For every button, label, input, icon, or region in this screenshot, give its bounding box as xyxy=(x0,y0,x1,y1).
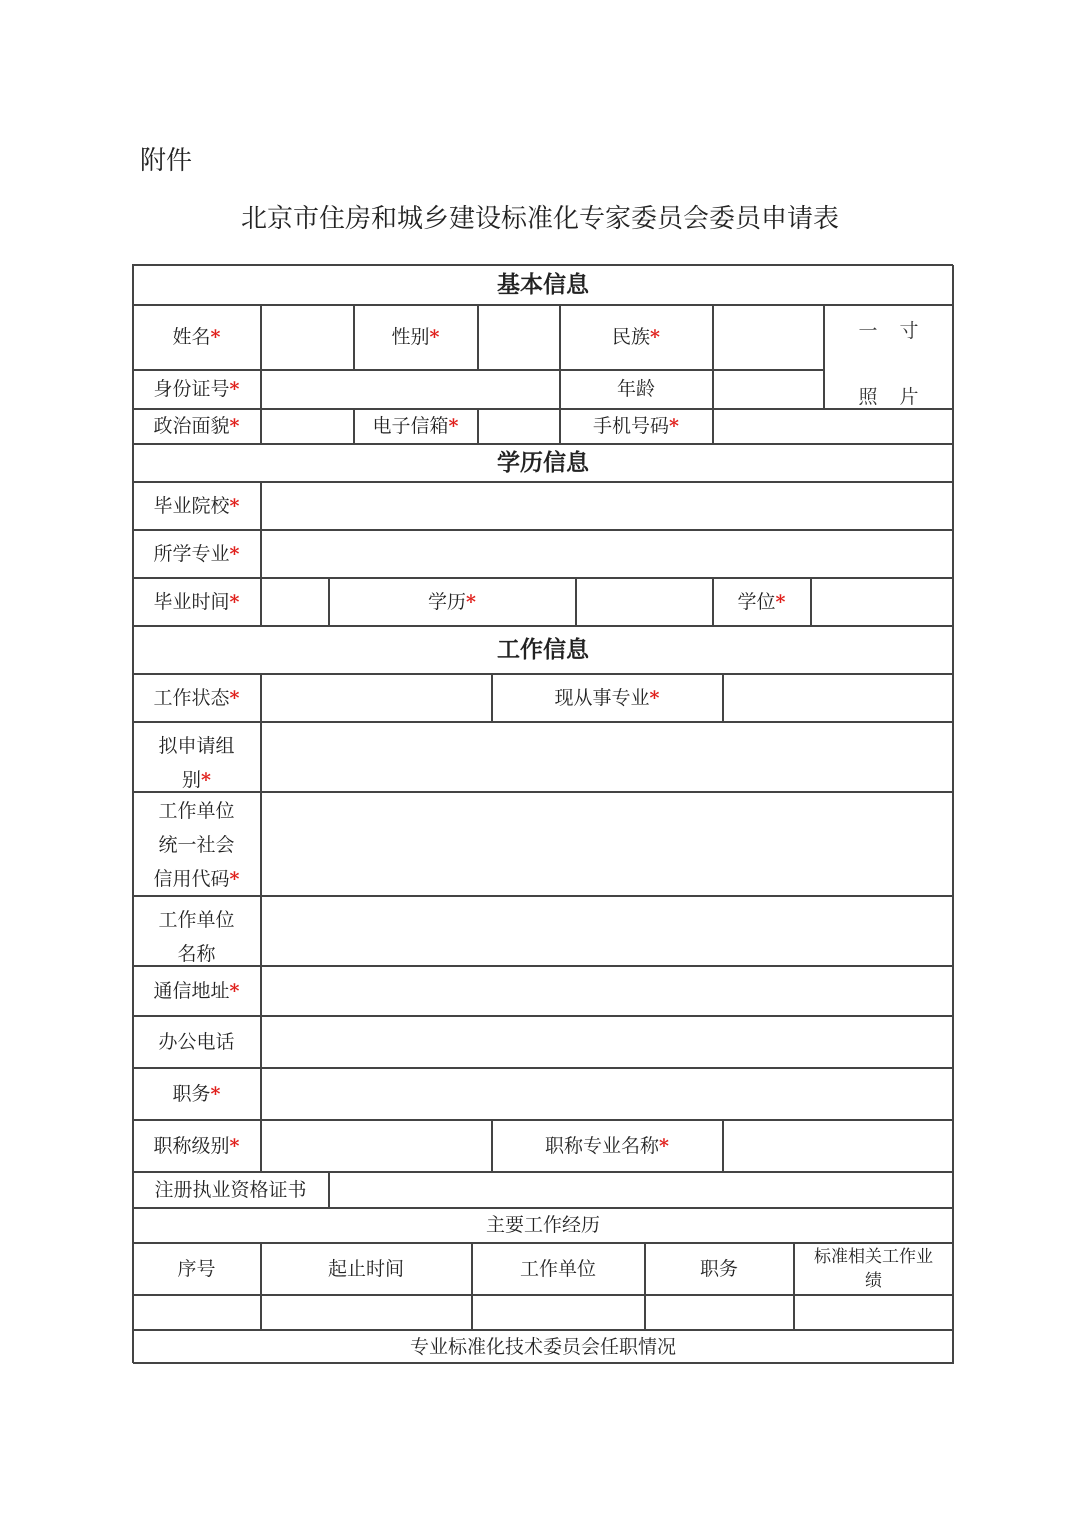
field-name[interactable] xyxy=(261,305,354,370)
field-degree-level[interactable] xyxy=(576,578,713,626)
section-work-info xyxy=(133,626,954,674)
col-header-achievements: 标准相关工作业 绩 xyxy=(794,1243,954,1295)
field-title-field[interactable] xyxy=(723,1120,954,1172)
label-position: 职务 * xyxy=(133,1068,261,1120)
field-position[interactable] xyxy=(261,1068,954,1120)
label-age: 年龄 xyxy=(560,370,713,409)
section-education-info xyxy=(133,444,954,482)
section-committee-positions-label: 专业标准化技术委员会任职情况 xyxy=(409,1335,676,1358)
label-office-phone: 办公电话 xyxy=(133,1016,261,1068)
field-email[interactable] xyxy=(478,409,560,444)
field-certificate[interactable] xyxy=(329,1172,954,1208)
label-email: 电子信箱 * xyxy=(354,409,478,444)
section-basic-info-label: 基本信息 xyxy=(497,271,589,298)
exp-row-index[interactable] xyxy=(133,1295,261,1330)
field-title-level[interactable] xyxy=(261,1120,492,1172)
field-unit-name[interactable] xyxy=(261,896,954,966)
exp-row-period[interactable] xyxy=(261,1295,472,1330)
label-political-status: 政治面貌 * xyxy=(133,409,261,444)
photo-label-top: 一寸 xyxy=(858,319,941,342)
field-office-phone[interactable] xyxy=(261,1016,954,1068)
label-apply-group: 拟申请组 别* xyxy=(133,722,261,792)
label-address: 通信地址 * xyxy=(133,966,261,1016)
field-address[interactable] xyxy=(261,966,954,1016)
form-title: 北京市住房和城乡建设标准化专家委员会委员申请表 xyxy=(240,204,839,234)
label-work-status: 工作状态 * xyxy=(133,674,261,722)
label-degree-level: 学历 * xyxy=(329,578,576,626)
section-committee-positions xyxy=(133,1330,954,1364)
col-header-index: 序号 xyxy=(133,1243,261,1295)
label-ethnicity: 民族 * xyxy=(560,305,713,370)
field-current-field[interactable] xyxy=(723,674,954,722)
label-gender: 性别 * xyxy=(354,305,478,370)
label-name: 姓名 * xyxy=(133,305,261,370)
field-degree[interactable] xyxy=(811,578,954,626)
field-mobile[interactable] xyxy=(713,409,954,444)
col-header-unit: 工作单位 xyxy=(472,1243,645,1295)
field-ethnicity[interactable] xyxy=(713,305,824,370)
section-basic-info xyxy=(133,265,954,305)
photo-box[interactable] xyxy=(824,305,954,409)
label-grad-time: 毕业时间 * xyxy=(133,578,261,626)
exp-row-position[interactable] xyxy=(645,1295,794,1330)
section-education-info-label: 学历信息 xyxy=(497,449,589,476)
field-major[interactable] xyxy=(261,530,954,578)
application-form-table xyxy=(132,264,953,1363)
section-work-info-label: 工作信息 xyxy=(497,636,589,663)
label-title-field: 职称专业名称 * xyxy=(492,1120,723,1172)
label-title-level: 职称级别 * xyxy=(133,1120,261,1172)
col-header-position: 职务 xyxy=(645,1243,794,1295)
field-gender[interactable] xyxy=(478,305,560,370)
label-certificate: 注册执业资格证书 xyxy=(133,1172,329,1208)
photo-label-bottom: 照片 xyxy=(858,385,941,408)
label-unit-name: 工作单位 名称 xyxy=(133,896,261,966)
label-id-number: 身份证号 * xyxy=(133,370,261,409)
label-mobile: 手机号码 * xyxy=(560,409,713,444)
section-work-experience-label: 主要工作经历 xyxy=(485,1214,600,1236)
label-credit-code: 工作单位 统一社会 信用代码* xyxy=(133,792,261,896)
label-degree: 学位 * xyxy=(713,578,811,626)
exp-row-achievements[interactable] xyxy=(794,1295,954,1330)
field-apply-group[interactable] xyxy=(261,722,954,792)
section-work-experience xyxy=(133,1208,954,1243)
label-school: 毕业院校 * xyxy=(133,482,261,530)
exp-row-unit[interactable] xyxy=(472,1295,645,1330)
attachment-label: 附件 xyxy=(140,146,193,176)
field-id-number[interactable] xyxy=(261,370,560,409)
col-header-period: 起止时间 xyxy=(261,1243,472,1295)
label-major: 所学专业 * xyxy=(133,530,261,578)
field-work-status[interactable] xyxy=(261,674,492,722)
field-political-status[interactable] xyxy=(261,409,354,444)
field-grad-time[interactable] xyxy=(261,578,329,626)
field-age[interactable] xyxy=(713,370,824,409)
label-current-field: 现从事专业 * xyxy=(492,674,723,722)
field-school[interactable] xyxy=(261,482,954,530)
field-credit-code[interactable] xyxy=(261,792,954,896)
